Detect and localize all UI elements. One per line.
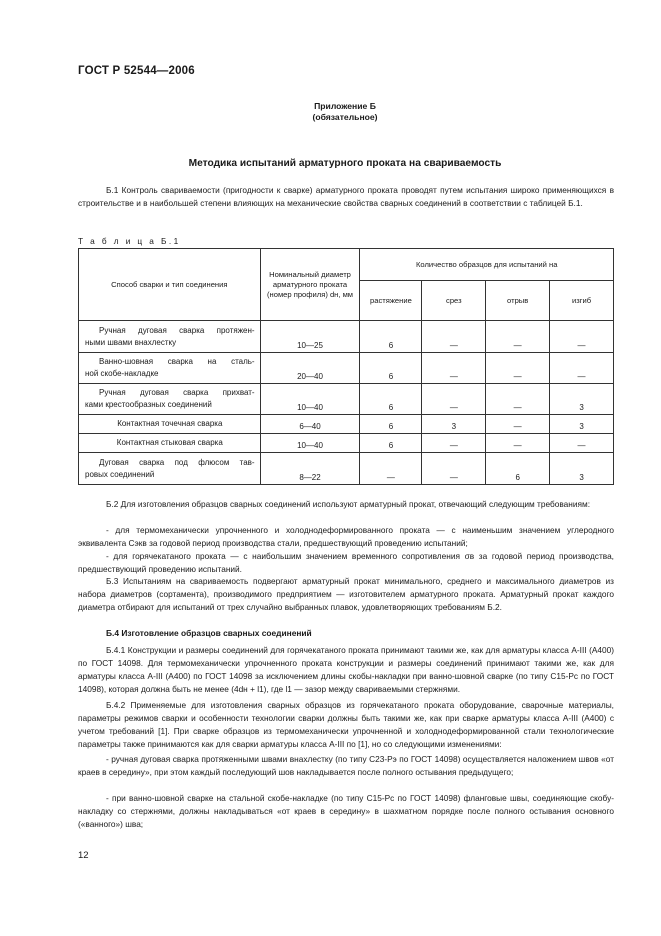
table-row: Ручная дуговая сварка протяжен- ными швами внахлестку 10—25 6 — — — xyxy=(79,321,614,353)
paragraph-b41: Б.4.1 Конструкции и размеры соединений для горячекатаного проката принимают такими же, как для арматуры класса А-III (А400) по ГОСТ 14098. Для термомеханически упрочненного проката конструкции и размеры соединений принимают такими же, как для арматуры класса А-III (А400) по ГОСТ 14098 за исключением длины скобы-накладки при ванно-шовной сварке (по типу С15-Рс по ГОСТ 14098), которая должна быть не менее (4dн + l1), где l1 — зазор между свариваемыми стержнями. xyxy=(78,645,614,694)
header-method: Способ сварки и тип соединения xyxy=(79,249,261,321)
paragraph-b2: Б.2 Для изготовления образцов сварных соединений используют арматурный прокат, отвечающий следующим требованиям: xyxy=(106,499,590,509)
paragraph-b42: Б.4.2 Применяемые для изготовления сварных образцов из горячекатаного проката оборудование, сварочные материалы, параметры режимов сварки и особенности технологии сварки должны быть такими же, как при сварке арматуры класса А-III (А400) с учетом требований [1]. При сварке образцов из термомеханически упрочненной и холоднодеформированной стали технологические параметры также принимаются как для сварки арматуры класса А-III по [1], но со следующими изменениями: xyxy=(78,700,614,749)
table-row: Ручная дуговая сварка прихват- ками крестообразных соединений 10—40 6 — — 3 xyxy=(79,384,614,415)
method-title: Методика испытаний арматурного проката на свариваемость xyxy=(188,158,502,169)
header-tension: растяжение xyxy=(360,281,422,321)
paragraph-b2-item1: - для термомеханически упрочненного и холоднодеформированного проката — с наименьшим значением углеродного эквивалента Сэкв за годовой период производства стали, предшествующий проведению испытаний; xyxy=(78,525,614,548)
annex-subtitle: (обязательное) xyxy=(312,112,378,122)
table-row: Контактная точечная сварка 6—40 6 3 — 3 xyxy=(79,415,614,434)
section-b4-title: Б.4 Изготовление образцов сварных соединений xyxy=(106,628,312,638)
header-diameter: Номинальный диаметр арматурного проката (номер профиля) dн, мм xyxy=(260,249,360,321)
page-number: 12 xyxy=(78,850,89,861)
table-b1 xyxy=(78,248,614,485)
header-count: Количество образцов для испытаний на xyxy=(360,249,614,281)
standard-code: ГОСТ Р 52544—2006 xyxy=(78,65,195,77)
paragraph-b42-item1: - ручная дуговая сварка протяженными швами внахлестку (по типу С23-Рэ по ГОСТ 14098) осуществляется наложением швов «от краев в середину», при этом каждый последующий шов накладывается после полного остывания предыдущего; xyxy=(78,754,614,777)
table-row: Ванно-шовная сварка на сталь- ной скобе-накладке 20—40 6 — — — xyxy=(79,353,614,384)
header-bend: изгиб xyxy=(550,281,614,321)
table-caption: Т а б л и ц а Б.1 xyxy=(78,236,181,246)
paragraph-b1: Б.1 Контроль свариваемости (пригодности к сварке) арматурного проката проводят путем испытания широко применяющихся в строительстве и в наибольшей степени влияющих на механические свойства сварных соединений в соответствии с таблицей Б.1. xyxy=(78,185,614,208)
header-tear: отрыв xyxy=(486,281,550,321)
table-row: Дуговая сварка под флюсом тав- ровых соединений 8—22 — — 6 3 xyxy=(79,453,614,485)
paragraph-b42-item2: - при ванно-шовной сварке на стальной скобе-накладке (по типу С15-Рс по ГОСТ 14098) фланговые швы, соединяющие скобу-накладку со стержнями, должны накладываться «от краев в середину» в шахматном порядке после полного остывания основного («ванного») шва; xyxy=(78,793,614,829)
table-row: Контактная стыковая сварка 10—40 6 — — — xyxy=(79,434,614,453)
annex-title: Приложение Б xyxy=(314,101,376,111)
header-shear: срез xyxy=(422,281,486,321)
paragraph-b3: Б.3 Испытаниям на свариваемость подвергают арматурный прокат минимального, среднего и максимального диаметров из набора диаметров (сортамента), производимого предприятием — изготовителем арматурного проката. Арматурный прокат каждого диаметра отбирают для испытаний от трех случайно выбранных плавок, удовлетворяющих требованиям Б.2. xyxy=(78,576,614,612)
paragraph-b2-item2: - для горячекатаного проката — с наибольшим значением временного сопротивления σв за годовой период производства, предшествующий проведению испытаний. xyxy=(78,551,614,574)
